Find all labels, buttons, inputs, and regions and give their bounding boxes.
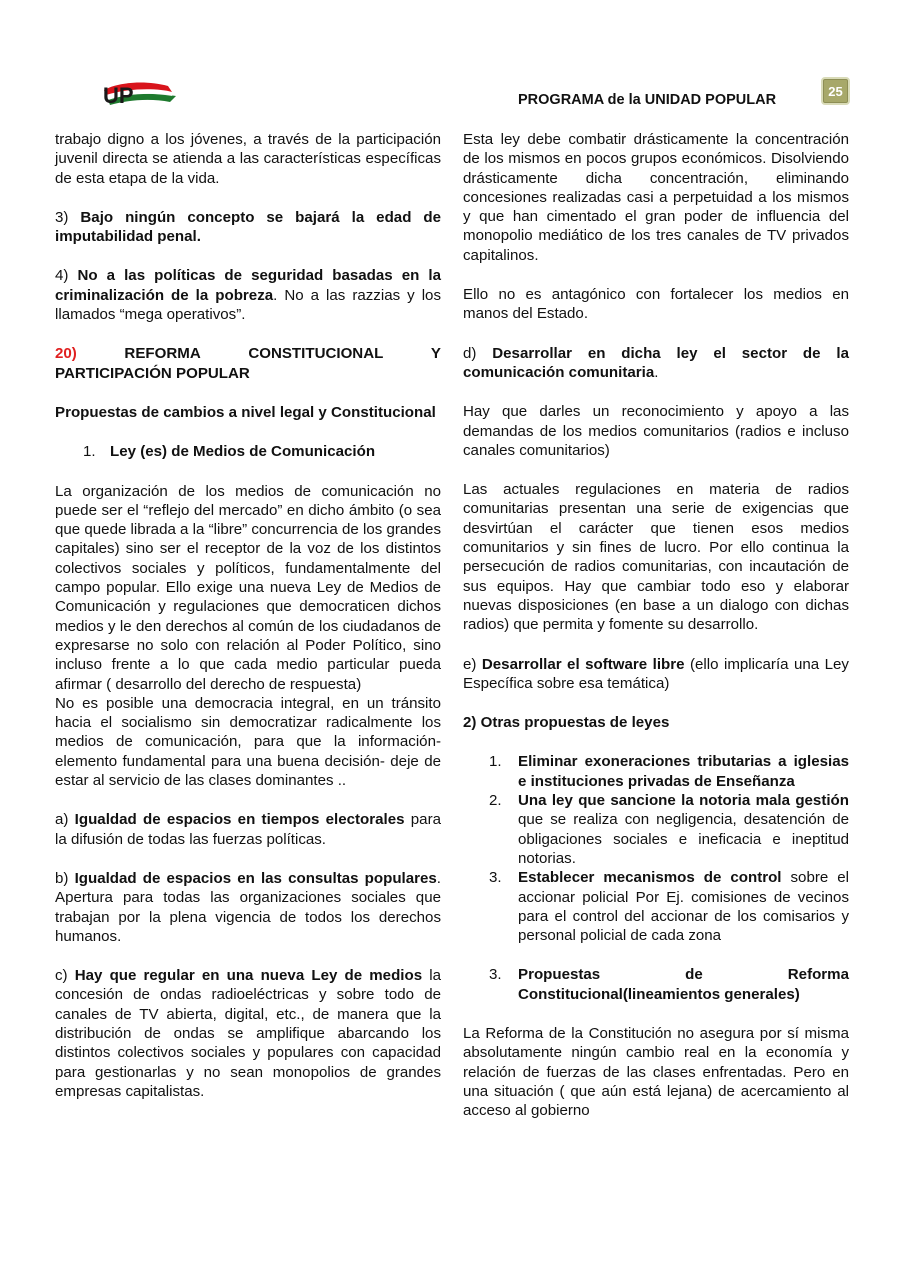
paragraph: Las actuales regulaciones en materia de radios comunitarias presentan una serie de exigencias que desvirtúan el carácter que tienen esos medios comunitarios y sin fines de lucro. Por ello continua la persecución de radios comunitarias, con incautación de sus equipos. Hay que cambiar todo eso y elaborar nuevas disposiciones (en base a un dialogo con dichas radios) que permita y fomente su desarrollo.	[463, 481, 849, 634]
law-proposals-list	[463, 752, 849, 945]
list-item: 2. Una ley que sancione la notoria mala gestión que se realiza con negligencia, desatención de obligaciones sociales e ineficacia e ineptitud notorias.	[489, 792, 849, 867]
paragraph: 4) No a las políticas de seguridad basadas en la criminalización de la pobreza. No a las razzias y los llamados “mega operativos”.	[55, 267, 441, 324]
paragraph: d) Desarrollar en dicha ley el sector de la comunicación comunitaria.	[463, 344, 849, 381]
unidad-popular-logo	[98, 78, 180, 110]
paragraph: b) Igualdad de espacios en las consultas populares. Apertura para todas las organizaciones sociales que trabajan por la plena vigencia de todos los derechos humanos.	[55, 869, 441, 945]
list-item: 3. Establecer mecanismos de control sobre el accionar policial Por Ej. comisiones de vecinos para el control del accionar de los comisarios y personal policial de cada zona	[489, 869, 849, 945]
paragraph: La organización de los medios de comunicación no puede ser el “reflejo del mercado” en dicho ámbito (o sea que quede librada a la “libre” concurrencia de los grandes capitales) sino ser el receptor de la voz de los distintos colectivos sociales y políticos, fundamentalmente del campo popular. Ello exige una nueva Ley de Medios de Comunicación y regulaciones que democraticen dichos medios y le den derechos al común de los ciudadanos de expresarse no solo con relación al Poder Político, sino incluso frente a lo que cada medio particular pueda afirmar ( desarrollo del derecho de respuesta)	[55, 482, 441, 693]
paragraph: No es posible una democracia integral, en un tránsito hacia el socialismo sin democratizar radicalmente los medios de comunicación, para que la información-elemento fundamental para una buena decisión- deje de estar al servicio de las clases dominantes ..	[55, 694, 441, 790]
numbered-heading: 1. Ley (es) de Medios de Comunicación	[83, 443, 376, 461]
page-number-badge: 25	[821, 77, 850, 105]
paragraph: La Reforma de la Constitución no asegura por sí misma absolutamente ningún cambio real en la economía y relación de fuerzas de las clases enfrentadas. Pero en una situación ( que aún está lejana) de acercamiento al acceso al gobierno	[463, 1024, 849, 1120]
paragraph: trabajo digno a los jóvenes, a través de la participación juvenil directa se atienda a las características específicas de esta etapa de la vida.	[55, 131, 441, 187]
header-title: PROGRAMA de la UNIDAD POPULAR	[518, 92, 777, 108]
logo-text: UP	[103, 83, 134, 108]
paragraph: Hay que darles un reconocimiento y apoyo a las demandas de los medios comunitarios (radios e incluso canales comunitarios)	[463, 403, 849, 459]
constitutional-reform-heading	[463, 965, 849, 1004]
paragraph: Esta ley debe combatir drásticamente la concentración de los mismos en pocos grupos económicos. Disolviendo drásticamente dicha concentración, eliminando concesiones realizadas casi a perpetuidad a los mismos y que han cimentado el gran poder de influencia del monopolio mediático de los tres canales de TV privados capitalinos.	[463, 131, 849, 264]
subsection-heading: 2) Otras propuestas de leyes	[463, 714, 670, 732]
section-20-heading: 20) REFORMA CONSTITUCIONAL Y PARTICIPACIÓN POPULAR	[55, 345, 441, 382]
subsection-heading: Propuestas de cambios a nivel legal y Constitucional	[55, 403, 436, 421]
paragraph: c) Hay que regular en una nueva Ley de medios la concesión de ondas radioeléctricas y sobre todo de canales de TV abierta, digital, etc., de manera que la distribución de ondas se amplifique abarcando los distintos colectivos sociales y populares con capacidad para gestionarlas y no sean monopolios de grandes empresas capitalistas.	[55, 967, 441, 1100]
right-column	[463, 130, 849, 1140]
list-item: 1. Eliminar exoneraciones tributarias a iglesias e instituciones privadas de Enseñanza	[489, 753, 849, 790]
paragraph: Ello no es antagónico con fortalecer los medios en manos del Estado.	[463, 286, 849, 323]
list-item: 3. Propuestas de Reforma Constitucional(lineamientos generales)	[489, 966, 849, 1003]
paragraph: 3) Bajo ningún concepto se bajará la edad de imputabilidad penal.	[55, 208, 441, 246]
paragraph: e) Desarrollar el software libre (ello implicaría una Ley Específica sobre esa temática)	[463, 655, 849, 692]
left-column	[55, 130, 441, 1121]
paragraph: a) Igualdad de espacios en tiempos electorales para la difusión de todas las fuerzas políticas.	[55, 811, 441, 848]
